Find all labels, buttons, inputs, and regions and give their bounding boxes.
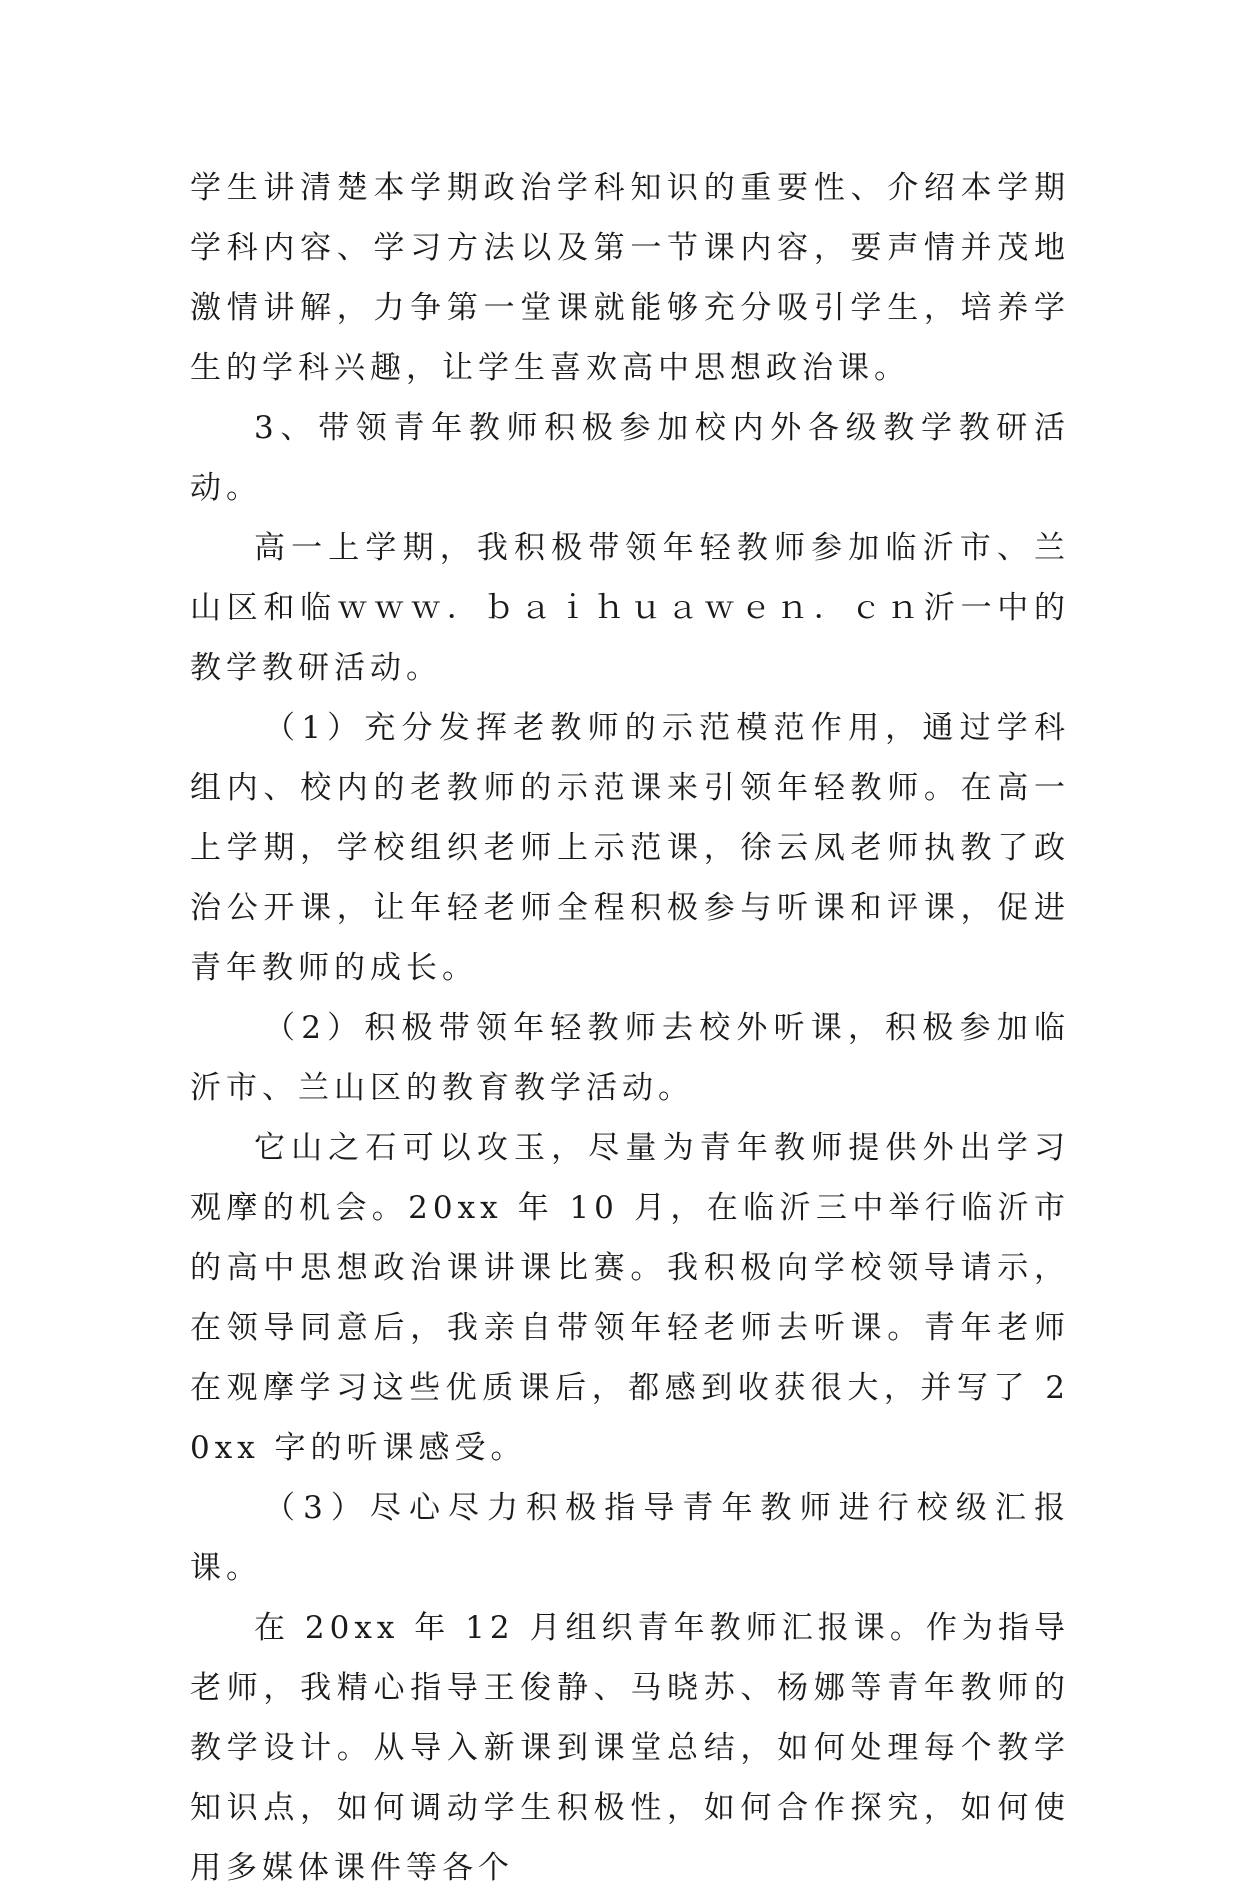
paragraph-first-semester: 高一上学期，我积极带领年轻教师参加临沂市、兰山区和临ｗｗｗ．ｂａｉｈｕａｗｅｎ．ｃｎ沂一中的教学教研活动。 <box>190 530 1070 686</box>
paragraph-item-3: （3）尽心尽力积极指导青年教师进行校级汇报课。 <box>190 1490 1070 1586</box>
paragraph-observation: 它山之石可以攻玉，尽量为青年教师提供外出学习观摩的机会。20xx 年 10 月，在临沂三中举行临沂市的高中思想政治课讲课比赛。我积极向学校领导请示，在领导同意后，我亲自带领年轻老师去听课。青年老师在观摩学习这些优质课后，都感到收获很大，并写了 20xx 字的听课感受。 <box>190 1130 1070 1466</box>
paragraph-section-3-heading: 3、带领青年教师积极参加校内外各级教学教研活动。 <box>190 410 1070 506</box>
paragraph-item-1: （1）充分发挥老教师的示范模范作用，通过学科组内、校内的老教师的示范课来引领年轻教师。在高一上学期，学校组织老师上示范课，徐云凤老师执教了政治公开课，让年轻老师全程积极参与听课和评课，促进青年教师的成长。 <box>190 710 1070 986</box>
paragraph-report-class: 在 20xx 年 12 月组织青年教师汇报课。作为指导老师，我精心指导王俊静、马晓苏、杨娜等青年教师的教学设计。从导入新课到课堂总结，如何处理每个教学知识点，如何调动学生积极性，如何合作探究，如何使用多媒体课件等各个 <box>190 1610 1070 1886</box>
document-body <box>190 158 1070 1898</box>
paragraph-item-2: （2）积极带领年轻教师去校外听课，积极参加临沂市、兰山区的教育教学活动。 <box>190 1010 1070 1106</box>
paragraph-continuation: 学生讲清楚本学期政治学科知识的重要性、介绍本学期学科内容、学习方法以及第一节课内容，要声情并茂地激情讲解，力争第一堂课就能够充分吸引学生，培养学生的学科兴趣，让学生喜欢高中思想政治课。 <box>190 170 1070 386</box>
